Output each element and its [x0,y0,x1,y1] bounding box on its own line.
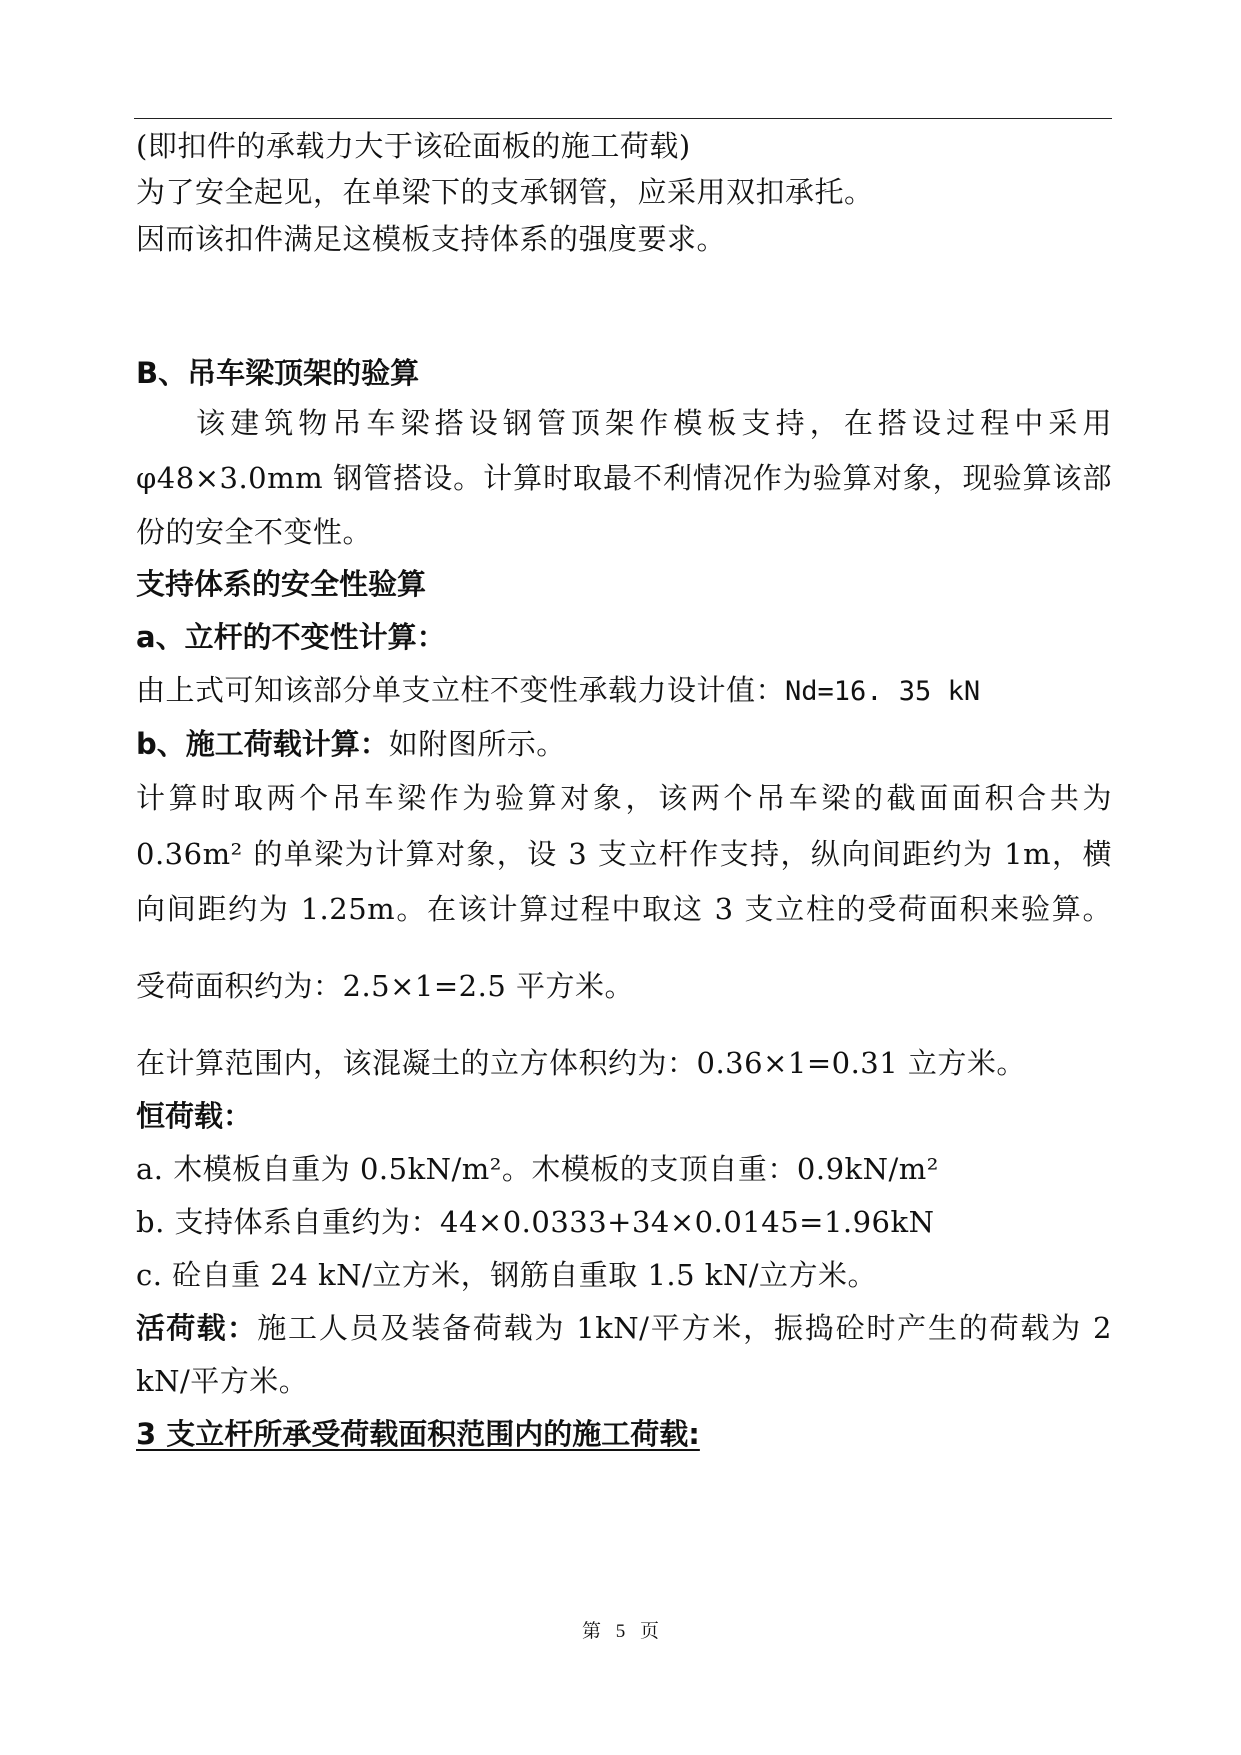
section-heading-construction-load: b、施工荷载计算： [136,727,389,761]
paragraph-double-clamp: 为了安全起见，在单梁下的支承钢管，应采用双扣承托。 [136,175,874,209]
dead-load-item-b: b. 支持体系自重约为：44×0.0333+34×0.0145=1.96kN [136,1205,935,1239]
section-heading-dead-load: 恒荷载： [136,1099,253,1133]
paragraph-crane-beam-line-2: φ48×3.0mm 钢管搭设。计算时取最不利情况作为验算对象，现验算该部 [136,461,1112,495]
live-load-text: 施工人员及装备荷载为 1kN/平方米，振捣砼时产生的荷载为 2 [257,1311,1112,1345]
paragraph-concrete-volume: 在计算范围内，该混凝土的立方体积约为：0.36×1=0.31 立方米。 [136,1046,1026,1080]
section-heading-pole-stability: a、立杆的不变性计算： [136,620,446,654]
footer-prefix: 第 [581,1621,601,1642]
footer-page-number: 5 [615,1621,626,1642]
page-footer [0,1616,1241,1643]
header-rule [134,118,1112,119]
footer-suffix: 页 [640,1621,660,1642]
paragraph-design-capacity [136,670,980,712]
paragraph-calc-object-line-1: 计算时取两个吊车梁作为验算对象，该两个吊车梁的截面面积合共为 [136,781,1112,815]
paragraph-live-load-line-2: kN/平方米。 [136,1364,309,1398]
dead-load-item-a: a. 木模板自重为 0.5kN/m²。木模板的支顶自重：0.9kN/m² [136,1152,939,1186]
paragraph-calc-object-line-2: 0.36m² 的单梁为计算对象，设 3 支立杆作支持，纵向间距约为 1m，横 [136,837,1112,871]
live-load-label: 活荷载： [136,1311,258,1345]
section-heading-three-poles-load: 3 支立杆所承受荷载面积范围内的施工荷载: [136,1417,700,1451]
section-heading-crane-beam: B、吊车梁顶架的验算 [136,356,420,390]
design-capacity-text: 由上式可知该部分单支立柱不变性承载力设计值： [136,673,786,707]
dead-load-item-c: c. 砼自重 24 kN/立方米，钢筋自重取 1.5 kN/立方米。 [136,1258,878,1292]
design-capacity-value: Nd=16. 35 kN [785,676,981,707]
paragraph-construction-load [136,724,566,764]
paragraph-live-load-line-1 [136,1308,1112,1348]
paragraph-crane-beam-line-1: 该建筑物吊车梁搭设钢管顶架作模板支持，在搭设过程中采用 [196,406,1112,440]
section-heading-safety-check: 支持体系的安全性验算 [136,567,427,601]
paragraph-loaded-area: 受荷面积约为：2.5×1=2.5 平方米。 [136,969,635,1003]
paragraph-crane-beam-line-3: 份的安全不变性。 [136,515,373,549]
paragraph-calc-object-line-3: 向间距约为 1.25m。在该计算过程中取这 3 支立柱的受荷面积来验算。 [136,892,1112,926]
paragraph-strength-ok: 因而该扣件满足这模板支持体系的强度要求。 [136,222,727,256]
paragraph-bearing-note: (即扣件的承载力大于该砼面板的施工荷载) [136,129,691,163]
construction-load-note: 如附图所示。 [388,727,566,761]
